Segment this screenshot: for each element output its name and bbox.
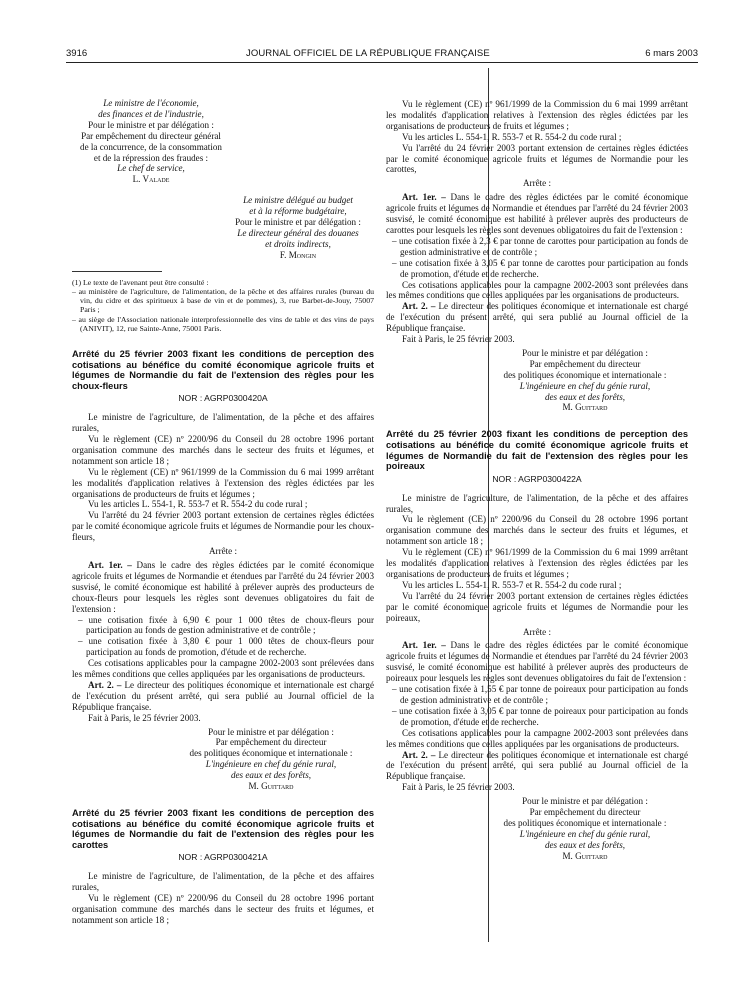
- list-item: – une cotisation fixée à 1,55 € par tonne de poireaux pour participation au fonds de gestion administrative et de contrôle ;: [392, 684, 688, 705]
- issue-date: 6 mars 2003: [645, 48, 698, 59]
- article-text: Le directeur des politiques économique et internationale est chargé de l'exécution du présent arrêté, qui sera publié au Journal officiel de la République française.: [386, 301, 688, 334]
- signature-guittard: [482, 796, 688, 861]
- signature-budget: [222, 195, 374, 260]
- paragraph: Vu le règlement (CE) nº 2200/96 du Conseil du 28 octobre 1996 portant organisation commune des marchés dans le secteur des fruits et légumes, et notamment son article 18 ;: [72, 434, 374, 466]
- paragraph: Vu le règlement (CE) nº 961/1999 de la Commission du 6 mai 1999 arrêtant les modalités d'application relatives à l'extension des règles édictées par les organisations de producteurs de fruits et légumes ;: [386, 99, 688, 131]
- sig-line: des politiques économique et internationale :: [503, 369, 667, 380]
- paragraph: Vu le règlement (CE) nº 2200/96 du Conseil du 28 octobre 1996 portant organisation commune des marchés dans le secteur des fruits et légumes, et notamment son article 18 ;: [386, 514, 688, 547]
- list-item: – une cotisation fixée à 6,90 € pour 1 000 têtes de choux-fleurs pour participation au fonds de gestion administrative et de contrôle ;: [78, 614, 374, 636]
- decree-title: Arrêté du 25 février 2003 fixant les conditions de perception des cotisations au bénéfice du comité économique agricole fruits et légumes de Normandie du fait de l'extension des règles pour les choux-fleurs: [72, 348, 374, 391]
- article-label: Art. 1er. –: [402, 192, 446, 203]
- footnote-line: – au siège de l'Association nationale interprofessionnelle des vins de table et des vins de pays (ANIVIT), 12, rue Sainte-Anne, 75001 Paris.: [72, 314, 374, 333]
- sig-name: M. Guittard: [562, 850, 608, 861]
- sig-line: Par empêchement du directeur: [529, 807, 641, 818]
- header-rule: [66, 62, 698, 63]
- signature-guittard: [482, 348, 688, 413]
- decree-carottes: [72, 808, 374, 926]
- fait-line: Fait à Paris, le 25 février 2003.: [402, 782, 515, 793]
- left-column: [72, 98, 374, 926]
- arrete-label: Arrête :: [522, 626, 552, 637]
- fait-line: Fait à Paris, le 25 février 2003.: [402, 334, 515, 345]
- footnote-line: – au ministère de l'agriculture, de l'alimentation, de la pêche et des affaires rurales (bureau du vin, du cidre et des spiritueux à base de vin et de pommes), 3, rue Barbet-de-Jouy, 75007 Paris ;: [72, 286, 374, 315]
- footnote-rule: [72, 271, 162, 272]
- decree-title: Arrêté du 25 février 2003 fixant les conditions de perception des cotisations au bénéfice du comité économique agricole fruits et légumes de Normandie du fait de l'extension des règles pour les poireaux: [386, 429, 688, 472]
- article-label: Art. 2. –: [402, 301, 436, 312]
- sig-line: Pour le ministre et par délégation :: [522, 796, 648, 807]
- sig-line: des politiques économique et internationale :: [189, 748, 353, 759]
- article-label: Art. 1er. –: [88, 559, 132, 570]
- arrete-label: Arrête :: [522, 178, 552, 189]
- list-item: – une cotisation fixée à 3,05 € par tonne de poireaux pour participation au fonds de promotion, d'étude et de recherche.: [392, 705, 688, 727]
- sig-line: L'ingénieure en chef du génie rural,: [205, 759, 337, 770]
- article-text: Le directeur des politiques économique et internationale est chargé de l'exécution du présent arrêté, qui sera publié au Journal officiel de la République française.: [386, 749, 688, 782]
- decree-poireaux: [386, 429, 688, 861]
- sig-line: Pour le ministre et par délégation :: [235, 217, 361, 228]
- paragraph: Vu les articles L. 554-1, R. 553-7 et R. 554-2 du code rural ;: [402, 131, 622, 142]
- paragraph: Vu le règlement (CE) nº 2200/96 du Conseil du 28 octobre 1996 portant organisation commune des marchés dans le secteur des fruits et légumes, et notamment son article 18 ;: [72, 893, 374, 925]
- sig-line: des finances et de l'industrie,: [98, 108, 204, 119]
- sig-line: Pour le ministre et par délégation :: [88, 119, 214, 130]
- paragraph: Vu le règlement (CE) nº 961/1999 de la Commission du 6 mai 1999 arrêtant les modalités d'application relatives à l'extension des règles édictées par les organisations de producteurs de fruits et légumes ;: [72, 466, 374, 499]
- paragraph: Ces cotisations applicables pour la campagne 2002-2003 sont prélevées dans les mêmes conditions que celles appliquées par les organisations de producteurs.: [386, 727, 688, 749]
- sig-line: des politiques économique et internationale :: [503, 817, 667, 828]
- nor-code: NOR : AGRP0300421A: [178, 852, 268, 863]
- sig-name: F. Mongin: [279, 249, 317, 260]
- sig-line: Pour le ministre et par délégation :: [522, 347, 648, 358]
- sig-line: Pour le ministre et par délégation :: [208, 726, 334, 737]
- arrete-label: Arrête :: [208, 546, 238, 557]
- signature-economy: [72, 98, 230, 185]
- article-label: Art. 2. –: [88, 679, 122, 690]
- sig-line: de la concurrence, de la consommation: [80, 141, 222, 152]
- article-label: Art. 1er. –: [402, 640, 446, 651]
- list-item: – une cotisation fixée à 3,05 € par tonne de carottes pour participation au fonds de promotion, d'étude et de recherche.: [392, 257, 688, 279]
- sig-line: des eaux et des forêts,: [230, 770, 312, 781]
- page-header: [66, 48, 698, 62]
- sig-line: et droits indirects,: [265, 238, 331, 249]
- nor-code: NOR : AGRP0300420A: [178, 393, 268, 404]
- paragraph: Vu le règlement (CE) nº 961/1999 de la Commission du 6 mai 1999 arrêtant les modalités d'application relatives à l'extension des règles édictées par les organisations de producteurs de fruits et légumes ;: [386, 547, 688, 579]
- article-label: Art. 2. –: [402, 749, 436, 760]
- page-number: 3916: [66, 48, 88, 59]
- nor-code: NOR : AGRP0300422A: [492, 473, 582, 484]
- sig-line: Par empêchement du directeur: [529, 358, 641, 369]
- footnote-line: (1) Le texte de l'avenant peut être consulté :: [72, 277, 209, 287]
- right-column: [386, 99, 688, 862]
- paragraph: Vu les articles L. 554-1, R. 553-7 et R. 554-2 du code rural ;: [88, 499, 308, 510]
- sig-line: L'ingénieure en chef du génie rural,: [519, 828, 651, 839]
- sig-name: L. Valade: [132, 174, 170, 185]
- list-item: – une cotisation fixée à 2,3 € par tonne de carottes pour participation au fonds de gestion administrative et de contrôle ;: [392, 235, 688, 257]
- decree-title: Arrêté du 25 février 2003 fixant les conditions de perception des cotisations au bénéfice du comité économique agricole fruits et légumes de Normandie du fait de l'extension des règles pour les carottes: [72, 808, 374, 850]
- sig-line: des eaux et des forêts,: [544, 839, 626, 850]
- sig-line: et à la réforme budgétaire,: [249, 206, 347, 217]
- article-text: Le directeur des politiques économique et internationale est chargé de l'exécution du présent arrêté, qui sera publié au Journal officiel de la République française.: [72, 679, 374, 712]
- sig-line: Par empêchement du directeur général: [81, 130, 221, 141]
- sig-line: L'ingénieure en chef du génie rural,: [519, 380, 651, 391]
- sig-line: Le directeur général des douanes: [237, 227, 359, 238]
- journal-title: JOURNAL OFFICIEL DE LA RÉPUBLIQUE FRANÇAISE: [246, 48, 490, 59]
- sig-line: Le chef de service,: [117, 163, 185, 174]
- signature-guittard: [168, 727, 374, 792]
- paragraph: Ces cotisations applicables pour la campagne 2002-2003 sont prélevées dans les mêmes conditions que celles appliquées par les organisations de producteurs.: [386, 279, 688, 301]
- paragraph: Le ministre de l'agriculture, de l'alimentation, de la pêche et des affaires rurales,: [72, 871, 374, 893]
- paragraph: Vu l'arrêté du 24 février 2003 portant extension de certaines règles édictées par le comité économique agricole fruits et légumes de Normandie pour les carottes,: [386, 142, 688, 175]
- paragraph: Vu les articles L. 554-1, R. 553-7 et R. 554-2 du code rural ;: [402, 579, 622, 590]
- paragraph: Le ministre de l'agriculture, de l'alimentation, de la pêche et des affaires rurales,: [72, 412, 374, 434]
- list-item: – une cotisation fixée à 3,80 € pour 1 000 têtes de choux-fleurs pour participation au fonds de promotion, d'étude et de recherche.: [78, 636, 374, 658]
- sig-line: Le ministre délégué au budget: [243, 195, 353, 206]
- paragraph: Vu l'arrêté du 24 février 2003 portant extension de certaines règles édictées par le comité économique agricole fruits et légumes de Normandie pour les choux-fleurs,: [72, 510, 374, 543]
- sig-line: et de la répression des fraudes :: [93, 152, 209, 163]
- article-text: Dans le cadre des règles édictées par le comité économique agricole fruits et légumes de Normandie et étendues par l'arrêté du 24 février 2003 susvisé, le comité économique est habilité à prélever auprès des producteurs de poireaux pour lesquels les règles sont devenues obligatoires du fait de l'extension :: [386, 640, 688, 684]
- decree-choux-fleurs: [72, 349, 374, 792]
- sig-line: Par empêchement du directeur: [215, 737, 327, 748]
- fait-line: Fait à Paris, le 25 février 2003.: [88, 712, 201, 723]
- paragraph: Vu l'arrêté du 24 février 2003 portant extension de certaines règles édictées par le comité économique agricole fruits et légumes de Normandie pour les poireaux,: [386, 590, 688, 623]
- article-text: Dans le cadre des règles édictées par le comité économique agricole fruits et légumes de Normandie et étendues par l'arrêté du 24 février 2003 susvisé, le comité économique est habilité à prélever auprès des producteurs de carottes pour lesquels les règles sont devenues obligatoires du fait de l'extension :: [386, 192, 688, 235]
- sig-name: M. Guittard: [562, 402, 608, 413]
- article-text: Dans le cadre des règles édictées par le comité économique agricole fruits et légumes de Normandie et étendues par l'arrêté du 24 février 2003 susvisé, le comité économique est habilité à prélever auprès des producteurs de choux-fleurs pour lesquels les règles sont devenues obligatoires du fait de l'extension :: [72, 559, 374, 614]
- sig-name: M. Guittard: [248, 781, 294, 792]
- paragraph: Le ministre de l'agriculture, de l'alimentation, de la pêche et des affaires rurales,: [386, 492, 688, 514]
- paragraph: Ces cotisations applicables pour la campagne 2002-2003 sont prélevées dans les mêmes conditions que celles appliquées par les organisations de producteurs.: [72, 658, 374, 680]
- sig-line: des eaux et des forêts,: [544, 391, 626, 402]
- sig-line: Le ministre de l'économie,: [103, 98, 199, 108]
- footnote: [72, 278, 374, 333]
